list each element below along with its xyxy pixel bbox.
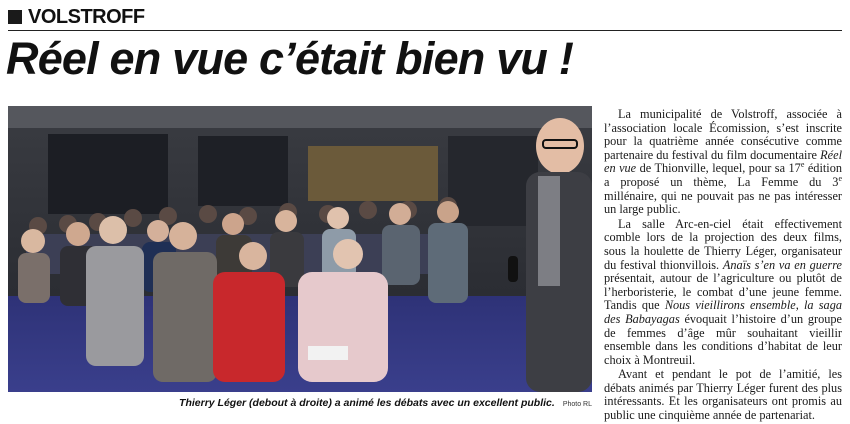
rubric-square-icon <box>8 10 22 24</box>
article-photo <box>8 106 592 392</box>
photo-credit: Photo RL <box>562 401 592 408</box>
film-title: Anaïs s’en va en guerre <box>722 257 842 272</box>
photo-caption-row <box>8 397 592 413</box>
paragraph-text: présentait, autour de l’agriculture ou plutôt de l’herboristerie, le combat d’une jeune femme. Tandis que <box>604 271 842 313</box>
paragraph-text: millénaire, qui ne pouvait pas ne pas intéresser un large public. <box>604 188 842 217</box>
film-title: Nous vieillirons ensemble, la saga des Babayagas <box>604 298 842 326</box>
paragraph-text: évoquait l’histoire d’un groupe de femmes d’âge mûr souhaitant vieillir ensemble dans les conditions d’habitat de leur choix à Montreuil. <box>604 311 842 367</box>
audience-photo-illustration <box>8 106 592 392</box>
ordinal-suffix: e <box>838 173 842 183</box>
headline-rest: c’était bien vu ! <box>247 33 573 84</box>
article-paragraph <box>604 218 842 368</box>
paragraph-text: édition a proposé un thème, La Femme du 3 <box>604 161 842 189</box>
article-body <box>604 108 842 424</box>
paragraph-text: La salle Arc-en-ciel était effectivement comble lors de la projection des deux films, sous la houlette de Thierry Léger, organisateur du festival thionvillois. <box>604 216 842 272</box>
photo-caption: Thierry Léger (debout à droite) a animé les débats avec un excellent public. <box>179 397 555 409</box>
ordinal-suffix: e <box>800 160 805 170</box>
article-paragraph <box>604 108 842 217</box>
section-rubric <box>8 6 145 28</box>
article-paragraph: Avant et pendant le pot de l’amitié, les débats animés par Thierry Léger furent des plus intéressants. Et les organisateurs ont promis au public une cinquième année de partenariat. <box>604 367 842 423</box>
paragraph-text: de Thionville, lequel, pour sa 17 <box>636 161 801 176</box>
rubric-label: VOLSTROFF <box>28 5 145 28</box>
headline <box>6 33 573 85</box>
headline-festival-name: Réel en vue <box>6 33 248 84</box>
festival-title: Réel en vue <box>604 147 842 176</box>
rubric-divider <box>8 30 842 31</box>
paragraph-text: La municipalité de Volstroff, associée à l’association locale Écomission, s’est inscrite pour la quatrième année consécutive comme partenaire du festival du film documentaire <box>604 107 842 162</box>
